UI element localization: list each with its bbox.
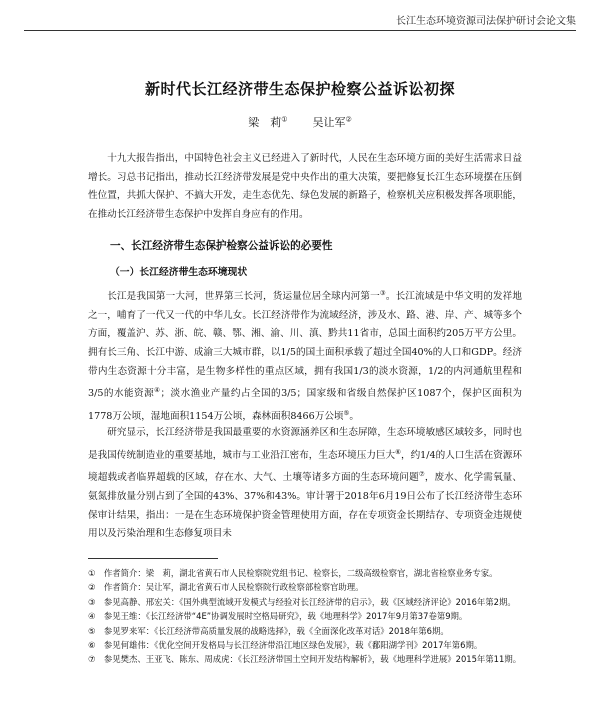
footnote-item: ⑥ 参见何雄伟：《优化空间开发格局与长江经济带沿江地区绿色发展》，载《鄱阳湖学刊》2017年第6期。 — [88, 640, 483, 651]
header-rule — [24, 30, 576, 31]
footnote-marker[interactable]: ④ — [154, 386, 161, 395]
section-heading: 一、长江经济带生态保护检察公益诉讼的必要性 — [110, 240, 333, 252]
footnote-marker[interactable]: ⑦ — [418, 470, 425, 479]
footnote-marker[interactable]: ② — [345, 115, 352, 124]
footnote-item: ⑦ 参见樊杰、王亚飞、陈东、周成虎：《长江经济带国土空间开发结构解析》，载《地理科学进展》2015年第11期。 — [88, 654, 522, 665]
footnotes — [88, 566, 522, 667]
body-paragraph: 研究显示，长江经济带是我国最重要的水资源涵养区和生态屏障，生态环境敏感区域较多，同时也是我国传统制造业的重要基地，城市与工业沿江密布，生态环境压力巨大⑥，约1/4的人口生活在资源环境超载或者临界超载的区域，存在水、大气、土壤等诸多方面的生态环境问题⑦，废水、化学需氧量、氨氮排放量分别占到了全国的43%、37%和43%。审计署于2018年6月19日公布了长江经济带生态环保审计结果，指出：一是在生态环境保护资金管理使用方面，存在专项资金长期结存、专项资金违规使用以及污染治理和生态修复项目未 — [88, 427, 523, 540]
footnote-item: ② 作者简介：吴让军，湖北省黄石市人民检察院行政检察部检察官助理。 — [88, 582, 364, 593]
running-header: 长江生态环境资源司法保护研讨会论文集 — [396, 16, 576, 27]
author-name: 吴让军 — [312, 116, 346, 129]
footnote-item: ⑤ 参见罗来军：《长江经济带高质量发展的战略选择》，载《全面深化改革对话》2018年第6期。 — [88, 625, 449, 636]
abstract-paragraph: 十九大报告指出，中国特色社会主义已经进入了新时代，人民在生态环境方面的美好生活需求日益增长。习总书记指出，推动长江经济带发展是党中央作出的重大决策，要把修复长江生态环境摆在压倒性位置，共抓大保护、不搞大开发，走生态优先、绿色发展的新路子，检察机关应积极发挥各项职能，在推动长江经济带生态保护中发挥自身应有的作用。 — [88, 153, 522, 220]
article-title: 新时代长江经济带生态保护检察公益诉讼初探 — [144, 80, 455, 98]
footnote-item: ③ 参见高静、邢宏关：《国外典型流域开发模式与经验对长江经济带的启示》，载《区域经济评论》2016年第2期。 — [88, 596, 516, 607]
footnote-marker[interactable]: ③ — [379, 289, 386, 297]
footnote-rule — [88, 558, 218, 559]
footnote-marker[interactable]: ⑤ — [343, 408, 350, 417]
footnote-marker[interactable]: ⑥ — [395, 447, 401, 456]
author-name: 梁 莉 — [248, 116, 282, 129]
subsection-heading: （一）长江经济带生态环境现状 — [110, 267, 248, 278]
body-paragraph: 长江是我国第一大河，世界第三长河，货运量位居全球内河第一③。长江流域是中华文明的发祥地之一，哺育了一代又一代的中华儿女。长江经济带作为流域经济，涉及水、路、港、岸、产、城等多个方面，覆盖沪、苏、浙、皖、赣、鄂、湘、渝、川、滇、黔共11省市，总国土面积约205万平方公里。拥有长三角、长江中游、成渝三大城市群，以1/5的国土面积承载了超过全国40%的人口和GDP。经济带内生态资源十分丰富，是生物多样性的重点区域，拥有我国1/3的淡水资源，1/2的内河通航里程和3/5的水能资源④；淡水渔业产量约占全国的3/5；国家级和省级自然保护区1087个，保护区面积为1778万公顷，湿地面积1154万公顷，森林面积8466万公顷⑤。 — [88, 289, 523, 423]
footnote-item: ④ 参见王维：《长江经济带“4E”协调发展时空格局研究》，载《地理科学》2017年9月第37卷第9期。 — [88, 611, 468, 622]
footnote-marker[interactable]: ① — [281, 115, 288, 124]
footnote-item: ① 作者简介：梁 莉，湖北省黄石市人民检察院党组书记、检察长，二级高级检察官，湖北省检察业务专家。 — [88, 568, 498, 578]
author-line — [0, 114, 600, 130]
